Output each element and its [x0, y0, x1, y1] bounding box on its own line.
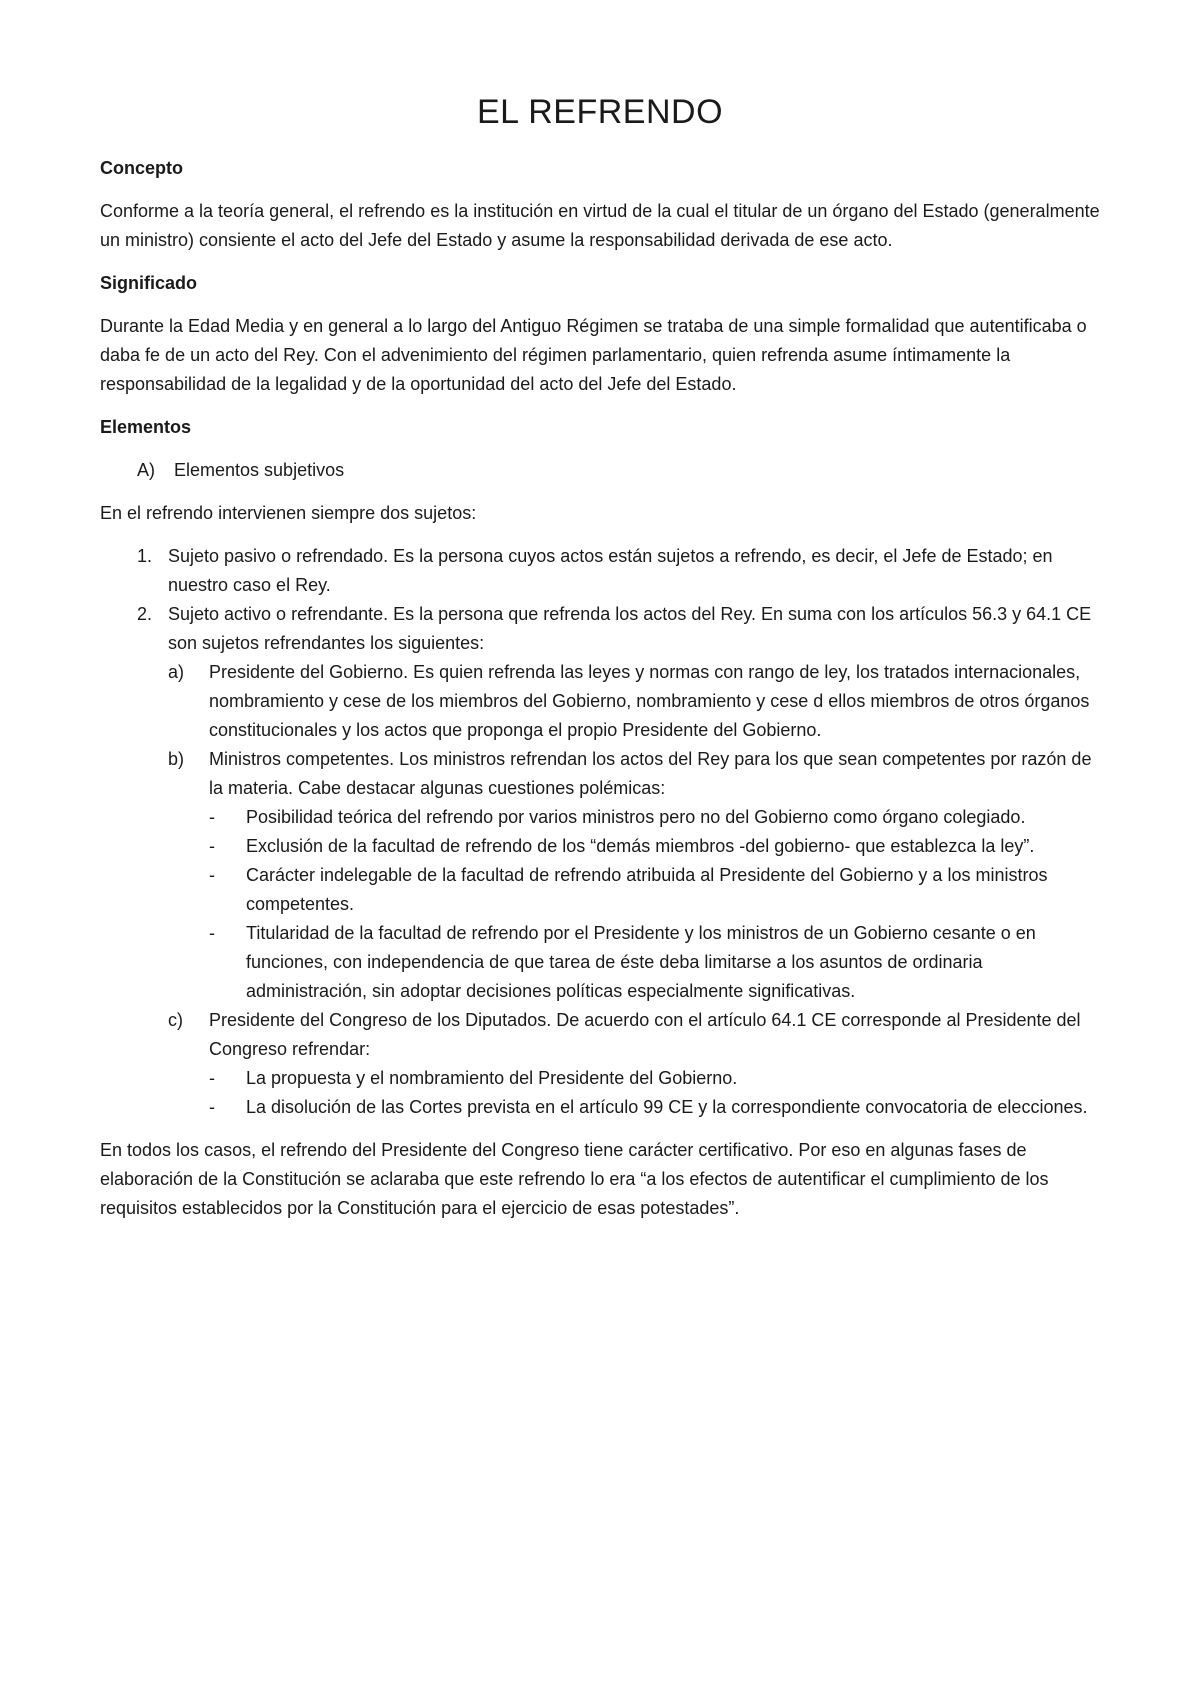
dash-item [209, 1064, 1100, 1093]
sujetos-list [100, 542, 1100, 1122]
list-marker: 1. [137, 546, 153, 566]
dash-item [209, 861, 1100, 919]
dash-item-text: Titularidad de la facultad de refrendo por el Presidente y los ministros de un Gobierno cesante o en funciones, con independencia de que tarea de éste deba limitarse a los asuntos de ordinaria administración, sin adoptar decisiones políticas especialmente significativas. [246, 923, 1036, 1001]
list-marker: a) [168, 662, 185, 682]
list-item-sujeto-activo [100, 600, 1100, 1122]
dash-item [209, 803, 1100, 832]
subsection-label: Elementos subjetivos [174, 460, 345, 480]
dash-item [209, 832, 1100, 861]
section-heading-significado: Significado [100, 273, 198, 293]
dash-marker: - [209, 865, 215, 885]
list-item-sujeto-pasivo [100, 542, 1100, 600]
dash-item-text: Carácter indelegable de la facultad de refrendo atribuida al Presidente del Gobierno y a los ministros competentes. [246, 865, 1048, 914]
dash-item-text: La disolución de las Cortes prevista en el artículo 99 CE y la correspondiente convocatoria de elecciones. [246, 1097, 1088, 1117]
list-item-text: Presidente del Gobierno. Es quien refrenda las leyes y normas con rango de ley, los tratados internacionales, nombramiento y cese de los miembros del Gobierno, nombramiento y cese d ellos miembros de otros órganos constitucionales y los actos que proponga el propio Presidente del Gobierno. [209, 662, 1090, 740]
cuestiones-list [209, 803, 1100, 1006]
section-heading-concepto: Concepto [100, 158, 183, 178]
dash-marker: - [209, 1068, 215, 1088]
subsection-elementos-subjetivos [100, 456, 1100, 485]
list-item-presidente-congreso [168, 1006, 1100, 1122]
list-item-ministros-competentes [168, 745, 1100, 1006]
closing-paragraph: En todos los casos, el refrendo del Presidente del Congreso tiene carácter certificativo. Por eso en algunas fases de elaboración de la Constitución se aclaraba que este refrendo lo era “a los efectos de autentificar el cumplimiento de los requisitos establecidos por la Constitución para el ejercicio de esas potestades”. [100, 1140, 1049, 1218]
list-marker: 2. [137, 604, 153, 624]
list-item-text: Presidente del Congreso de los Diputados. De acuerdo con el artículo 64.1 CE corresponde al Presidente del Congreso refrendar: [209, 1010, 1081, 1059]
document-title: EL REFRENDO [476, 93, 724, 131]
dash-marker: - [209, 807, 215, 827]
list-marker: A) [137, 460, 155, 480]
dash-item-text: La propuesta y el nombramiento del Presidente del Gobierno. [246, 1068, 738, 1088]
dash-marker: - [209, 923, 215, 943]
significado-paragraph: Durante la Edad Media y en general a lo largo del Antiguo Régimen se trataba de una simple formalidad que autentificaba o daba fe de un acto del Rey. Con el advenimiento del régimen parlamentario, quien refrenda asume íntimamente la responsabilidad de la legalidad y de la oportunidad del acto del Jefe del Estado. [100, 316, 1087, 394]
list-item-text: Sujeto activo o refrendante. Es la persona que refrenda los actos del Rey. En suma con los artículos 56.3 y 64.1 CE son sujetos refrendantes los siguientes: [168, 604, 1092, 653]
dash-marker: - [209, 836, 215, 856]
dash-item [209, 919, 1100, 1006]
refrendantes-list [168, 658, 1100, 1122]
list-item-text: Sujeto pasivo o refrendado. Es la persona cuyos actos están sujetos a refrendo, es decir, el Jefe de Estado; en nuestro caso el Rey. [168, 546, 1053, 595]
list-item-text: Ministros competentes. Los ministros refrendan los actos del Rey para los que sean competentes por razón de la materia. Cabe destacar algunas cuestiones polémicas: [209, 749, 1092, 798]
section-heading-elementos: Elementos [100, 417, 192, 437]
list-marker: c) [168, 1010, 183, 1030]
list-marker: b) [168, 749, 185, 769]
list-item-presidente-gobierno [168, 658, 1100, 745]
elementos-intro: En el refrendo intervienen siempre dos sujetos: [100, 503, 477, 523]
dash-item [209, 1093, 1100, 1122]
congreso-refrendos-list [209, 1064, 1100, 1122]
dash-item-text: Exclusión de la facultad de refrendo de los “demás miembros -del gobierno- que establezca la ley”. [246, 836, 1035, 856]
dash-marker: - [209, 1097, 215, 1117]
dash-item-text: Posibilidad teórica del refrendo por varios ministros pero no del Gobierno como órgano colegiado. [246, 807, 1026, 827]
concepto-paragraph: Conforme a la teoría general, el refrendo es la institución en virtud de la cual el titular de un órgano del Estado (generalmente un ministro) consiente el acto del Jefe del Estado y asume la responsabilidad derivada de ese acto. [100, 201, 1100, 250]
